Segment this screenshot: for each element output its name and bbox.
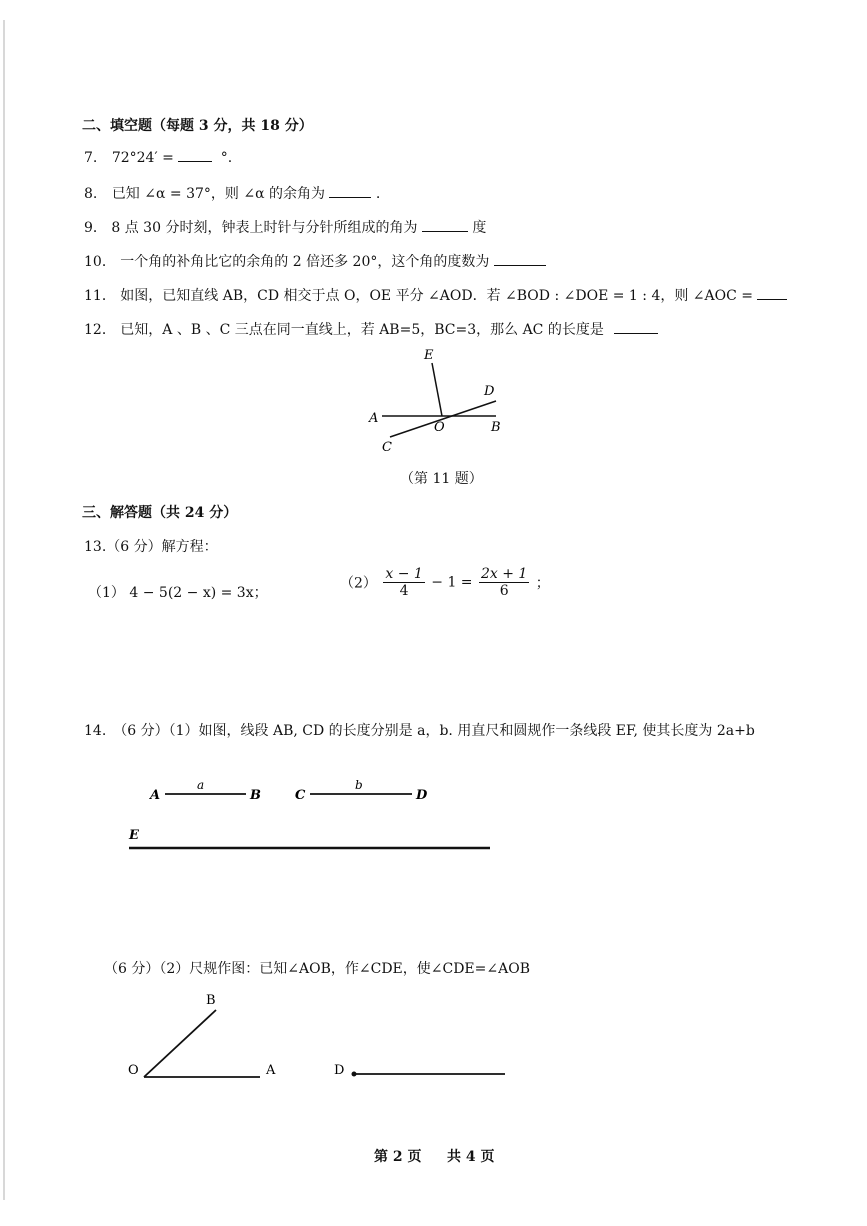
label-d: D: [484, 384, 495, 399]
section-heading-fill-in: 二、填空题（每题 3 分，共 18 分）: [82, 118, 313, 134]
ray-ob: [144, 1010, 216, 1077]
question-number: 7.: [84, 150, 98, 166]
question-suffix: .: [375, 186, 381, 202]
question-text: 一个角的补角比它的余角的 2 倍还多 20°，这个角的度数为: [120, 254, 490, 270]
label-a: A: [369, 411, 379, 426]
label-length-a: a: [197, 778, 205, 792]
section-heading-answers: 三、解答题（共 24 分）: [82, 505, 238, 521]
fraction-denominator: 6: [499, 583, 509, 599]
part-label: （1）: [88, 585, 125, 601]
question-suffix: °.: [220, 150, 233, 166]
question-suffix: 度: [472, 220, 487, 236]
equation: 4 − 5(2 − x) = 3x；: [129, 585, 268, 601]
figure-11-caption: （第 11 题）: [400, 471, 483, 487]
label-e: E: [424, 348, 434, 363]
label-b-vertex: B: [206, 993, 216, 1008]
question-number: 12．: [84, 322, 116, 338]
label-c-point: C: [295, 788, 306, 803]
question-number: 10．: [84, 254, 116, 270]
question-14-part-2: （6 分）（2）尺规作图：已知∠AOB，作∠CDE，使∠CDE=∠AOB: [104, 961, 530, 977]
question-text: 已知，A 、B 、C 三点在同一直线上，若 AB=5，BC=3，那么 AC 的长度是: [120, 322, 604, 338]
fraction-denominator: 4: [399, 583, 409, 599]
answer-blank[interactable]: [178, 149, 212, 162]
figure-14-angle: [120, 988, 530, 1088]
question-text: 如图，已知直线 AB，CD 相交于点 O，OE 平分 ∠AOD．若 ∠BOD : ∠DOE = 1 : 4，则 ∠AOC =: [120, 288, 754, 304]
question-10: [84, 251, 546, 271]
question-13-part-1: [88, 582, 268, 602]
label-o-vertex: O: [128, 1063, 139, 1078]
fraction-numerator: x − 1: [385, 566, 423, 582]
question-9: [84, 217, 486, 237]
fraction-right: [479, 566, 529, 599]
question-13-title: 13.（6 分）解方程：: [84, 539, 218, 555]
question-14-title: 14. （6 分）（1）如图，线段 AB, CD 的长度分别是 a，b. 用直尺和圆规作一条线段 EF, 使其长度为 2a+b: [84, 723, 755, 739]
figure-14-segments: [129, 775, 510, 855]
question-number: 11．: [84, 288, 116, 304]
page-edge: [3, 20, 5, 1200]
page-number: 第 2 页: [374, 1149, 422, 1165]
label-e-point: E: [129, 828, 139, 843]
label-a-point: A: [150, 788, 161, 803]
label-a-vertex: A: [266, 1063, 276, 1078]
answer-blank[interactable]: [757, 287, 787, 300]
question-number: 9．: [84, 220, 107, 236]
label-c: C: [382, 440, 392, 455]
answer-blank[interactable]: [614, 321, 658, 334]
label-length-b: b: [355, 778, 363, 792]
total-pages: 共 4 页: [447, 1149, 495, 1165]
question-11: [84, 285, 787, 305]
question-text: 已知 ∠α = 37°，则 ∠α 的余角为: [111, 186, 325, 202]
question-12: [84, 319, 658, 339]
question-13-part-2: [340, 566, 550, 599]
part-label: （2）: [340, 575, 377, 592]
question-number: 8.: [84, 186, 98, 202]
label-d-point: D: [416, 788, 428, 803]
question-7: [84, 149, 232, 166]
answer-blank[interactable]: [494, 253, 546, 266]
equation-end: ；: [535, 575, 550, 592]
question-text: 8 点 30 分时刻，钟表上时针与分针所组成的角为: [111, 220, 418, 236]
figure-11: [360, 345, 520, 460]
question-expression: 72°24′ =: [111, 150, 174, 166]
answer-blank[interactable]: [422, 219, 468, 232]
ray-oe: [432, 363, 442, 416]
equation-middle: − 1 =: [431, 574, 473, 591]
label-b: B: [491, 420, 501, 435]
answer-blank[interactable]: [329, 185, 371, 198]
label-d-vertex: D: [334, 1063, 345, 1078]
fraction-numerator: 2x + 1: [481, 566, 528, 582]
fraction-left: [383, 566, 424, 599]
label-b-point: B: [250, 788, 261, 803]
question-8: [84, 183, 380, 203]
label-o: O: [434, 420, 445, 435]
